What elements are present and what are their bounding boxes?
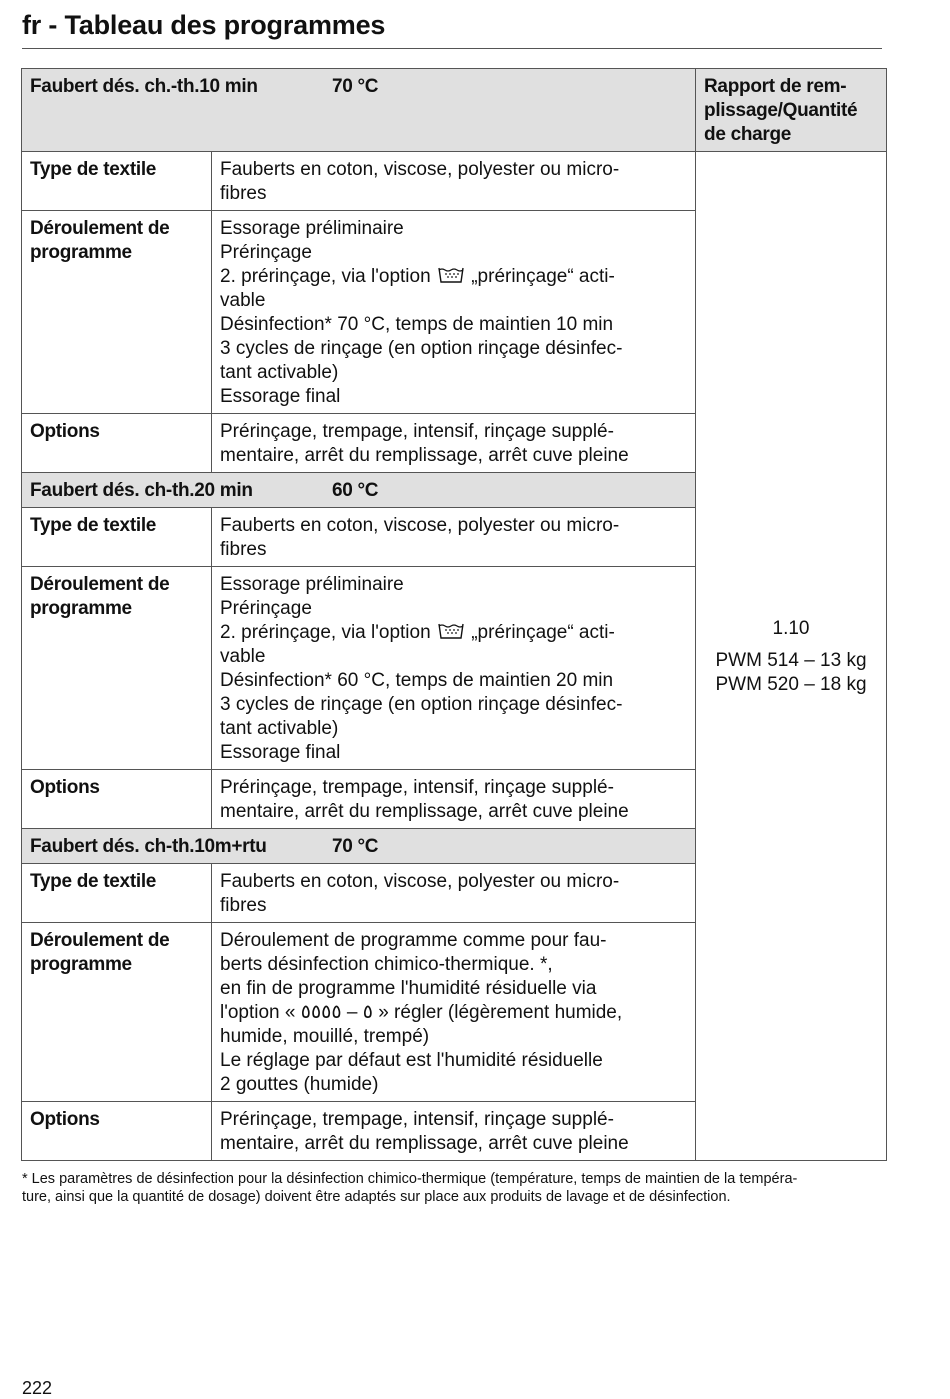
ratio-cell (696, 152, 887, 1161)
options-cell (212, 1102, 696, 1161)
text-line: Essorage final (220, 386, 341, 407)
text-line: Essorage final (220, 742, 341, 763)
row-label-sequence (22, 567, 212, 770)
textile-cell (212, 864, 696, 923)
page-title: fr - Tableau des programmes (22, 10, 386, 40)
sequence-cell (212, 923, 696, 1102)
prewash-tub-icon (438, 622, 464, 640)
text-line: vable (220, 290, 266, 311)
text-fragment: „prérinçage“ acti- (471, 622, 615, 643)
options-cell (212, 414, 696, 473)
text-line: fibres (220, 183, 267, 204)
text-line: Prérinçage, trempage, intensif, rinçage supplé- (220, 1109, 614, 1130)
sequence-cell (212, 211, 696, 414)
text-line: Le réglage par défaut est l'humidité résiduelle (220, 1050, 603, 1071)
label-line: Déroulement de (30, 218, 170, 239)
title-divider (22, 48, 882, 49)
ratio-value: 1.10 (772, 618, 810, 639)
text-line: Essorage préliminaire (220, 574, 404, 595)
text-line: mentaire, arrêt du remplissage, arrêt cuve pleine (220, 445, 629, 466)
text-line: fibres (220, 539, 267, 560)
sequence-cell (212, 567, 696, 770)
text-line: Prérinçage, trempage, intensif, rinçage supplé- (220, 777, 614, 798)
text-line: humide, mouillé, trempé) (220, 1026, 430, 1047)
prewash-tub-icon (438, 266, 464, 284)
text-line: Fauberts en coton, viscose, polyester ou micro- (220, 871, 620, 892)
label-line: Déroulement de (30, 574, 170, 595)
textile-cell (212, 508, 696, 567)
table-row (22, 152, 887, 211)
text-line (220, 621, 687, 645)
text-line: l'option « ٥ – ٥٥٥٥ » régler (légèrement humide, (220, 1002, 623, 1023)
program-temperature: 70 °C (332, 76, 379, 97)
text-fragment: „prérinçage“ acti- (471, 266, 615, 287)
text-line: 3 cycles de rinçage (en option rinçage désinfec- (220, 694, 623, 715)
page-number: 222 (22, 1378, 53, 1398)
text-line: mentaire, arrêt du remplissage, arrêt cuve pleine (220, 1133, 629, 1154)
program-header (22, 69, 696, 152)
program-header-row (22, 69, 887, 152)
text-line: mentaire, arrêt du remplissage, arrêt cuve pleine (220, 801, 629, 822)
row-label-options: Options (22, 770, 212, 829)
text-line (220, 265, 687, 289)
program-name: Faubert dés. ch.-th.10 min (30, 76, 258, 97)
text-line: 2 gouttes (humide) (220, 1074, 379, 1095)
program-name: Faubert dés. ch-th.10m+rtu (30, 836, 267, 857)
program-header (22, 473, 696, 508)
text-line: tant activable) (220, 362, 339, 383)
row-label-options: Options (22, 414, 212, 473)
label-line: programme (30, 242, 132, 263)
text-line: Prérinçage, trempage, intensif, rinçage supplé- (220, 421, 614, 442)
text-line: vable (220, 646, 266, 667)
options-cell (212, 770, 696, 829)
row-label-options: Options (22, 1102, 212, 1161)
row-label-sequence (22, 211, 212, 414)
capacity-line: PWM 514 – 13 kg (715, 650, 867, 671)
program-header (22, 829, 696, 864)
label-line: Déroulement de (30, 930, 170, 951)
footnote-line: * Les paramètres de désinfection pour la désinfection chimico-thermique (température, temps de maintien de la tempéra- (22, 1171, 798, 1187)
capacity-line: PWM 520 – 18 kg (715, 674, 867, 695)
text-line: Prérinçage (220, 242, 312, 263)
ratio-header-line: Rapport de rem- (704, 76, 847, 97)
row-label-textile: Type de textile (22, 508, 212, 567)
program-table (21, 68, 887, 1161)
row-label-textile: Type de textile (22, 864, 212, 923)
ratio-header (696, 69, 887, 152)
label-line: programme (30, 954, 132, 975)
text-fragment: 2. prérinçage, via l'option (220, 266, 431, 287)
label-line: programme (30, 598, 132, 619)
text-line: Prérinçage (220, 598, 312, 619)
text-line: Désinfection* 70 °C, temps de maintien 10 min (220, 314, 614, 335)
text-line: tant activable) (220, 718, 339, 739)
program-name: Faubert dés. ch-th.20 min (30, 480, 253, 501)
program-temperature: 60 °C (332, 480, 379, 501)
ratio-header-line: de charge (704, 124, 792, 145)
text-fragment: 2. prérinçage, via l'option (220, 622, 431, 643)
ratio-header-line: plissage/Quantité (704, 100, 858, 121)
footnote (22, 1170, 892, 1206)
text-line: fibres (220, 895, 267, 916)
footnote-line: ture, ainsi que la quantité de dosage) doivent être adaptés sur place aux produits de lavage et de désinfection. (22, 1189, 731, 1205)
program-temperature: 70 °C (332, 836, 379, 857)
text-line: berts désinfection chimico-thermique. *, (220, 954, 553, 975)
textile-cell (212, 152, 696, 211)
text-line: 3 cycles de rinçage (en option rinçage désinfec- (220, 338, 623, 359)
text-line: Désinfection* 60 °C, temps de maintien 20 min (220, 670, 614, 691)
text-line: en fin de programme l'humidité résiduelle via (220, 978, 597, 999)
text-line: Fauberts en coton, viscose, polyester ou micro- (220, 159, 620, 180)
row-label-textile: Type de textile (22, 152, 212, 211)
text-line: Déroulement de programme comme pour fau- (220, 930, 607, 951)
text-line: Fauberts en coton, viscose, polyester ou micro- (220, 515, 620, 536)
text-line: Essorage préliminaire (220, 218, 404, 239)
row-label-sequence (22, 923, 212, 1102)
